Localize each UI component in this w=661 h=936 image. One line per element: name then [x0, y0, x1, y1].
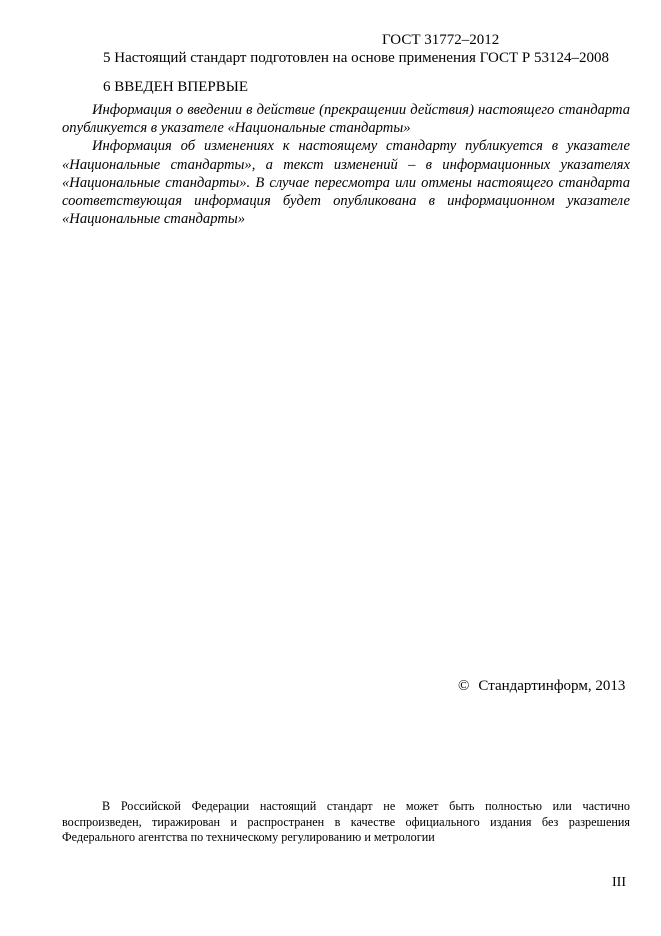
publication-info-block	[62, 101, 630, 228]
publication-info-paragraph-2: Информация об изменениях к настоящему стандарту публикуется в указателе «Национальные стандарты», а текст изменений – в информационных указателях «Национальные стандарты». В случае пересмотра или отмены настоящего стандарта соответствующая информация будет опубликована в информационном указателе «Национальные стандарты»	[62, 138, 630, 228]
item-6-text: 6 ВВЕДЕН ВПЕРВЫЕ	[103, 79, 248, 95]
reproduction-notice	[62, 799, 630, 846]
reproduction-notice-text: В Российской Федерации настоящий стандарт не может быть полностью или частично воспроизведен, тиражирован и распространен в качестве официального издания без разрешения Федерального агентства по техническому регулированию и метрологии	[62, 799, 630, 844]
page-number: III	[612, 875, 626, 890]
copyright-line	[458, 677, 625, 695]
copyright-text: Стандартинформ, 2013	[478, 678, 626, 694]
publication-info-paragraph-1: Информация о введении в действие (прекращении действия) настоящего стандарта опубликуется в указателе «Национальные стандарты»	[62, 102, 630, 137]
standard-code-header: ГОСТ 31772–2012	[382, 32, 500, 48]
copyright-symbol: ©	[458, 678, 470, 694]
item-5-text: 5 Настоящий стандарт подготовлен на основе применения ГОСТ Р 53124–2008	[103, 50, 609, 66]
